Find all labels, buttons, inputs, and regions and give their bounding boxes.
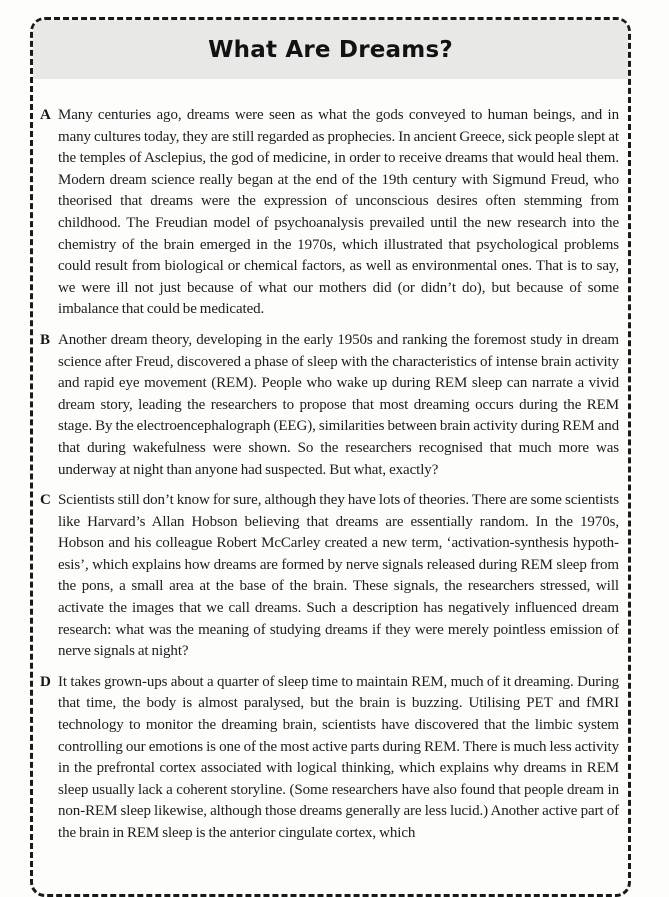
paragraph-d-label: D bbox=[40, 673, 51, 690]
paragraph-b-label: B bbox=[40, 331, 51, 348]
paragraph-c-text: Scientists still don’t know for sure, although they have lots of theories. There are some scientists like Harvard’s Allan Hobson believing that dreams are essentially random. In the 1970s, Hobson and his colleague Robert McCarley created a new term, ‘activation-synthesis hypothesis’, which explains how dreams are formed by nerve signals released during REM sleep from the pons, a small area at the base of the brain. These signals, the researchers stressed, will activate the images that we call dreams. Such a description has negatively influenced dream research: what was the meaning of studying dreams if they were merely pointless emission of nerve signals at night? bbox=[58, 492, 619, 660]
paragraph-a-label: A bbox=[40, 107, 51, 123]
paragraph-a-text: Many centuries ago, dreams were seen as what the gods conveyed to human beings, and in many cultures today, they are still regarded as prophecies. In ancient Greece, sick people slept at the temples of Asclepius, the god of medicine, in order to receive dreams that would heal them. Modern dream science really began at the end of the 19th century with Sigmund Freud, who theorised that dreams were the expression of unconscious desires often stemming from childhood. The Freudian model of psychoanalysis prevailed until the new research into the chemistry of the brain emerged in the 1970s, which illustrated that psychological problems could result from biological or chemical factors, as well as environmental ones. That is to say, we were ill not just because of what our mothers did (or didn’t do), but because of some imbalance that could be medicated. bbox=[58, 107, 619, 318]
paragraph-d-text: It takes grown-ups about a quarter of sleep time to maintain REM, much of it dreaming. During that time, the body is almost paralysed, but the brain is buzzing. Utilising PET and fMRI technology to monitor the dreaming brain, scientists have discovered that the limbic system controlling our emotions is one of the most active parts during REM. There is much less activity in the prefrontal cortex associated with logical thinking, which explains why dreams in REM sleep usually lack a coherent storyline. (Some researchers have also found that people dream in non-REM sleep likewise, although those dreams generally are less lucid.) Another active part of the brain in REM sleep is the anterior cingulate cortex, which bbox=[58, 673, 619, 841]
passage-card bbox=[30, 17, 631, 897]
paragraph-c bbox=[38, 490, 619, 663]
title-banner bbox=[33, 20, 628, 79]
paragraph-c-label: C bbox=[40, 492, 51, 509]
paragraph-d bbox=[38, 672, 619, 845]
paragraph-b-text: Another dream theory, developing in the early 1950s and ranking the foremost study in dream science after Freud, discovered a phase of sleep with the characteristics of intense brain activity and rapid eye movement (REM). People who wake up during REM sleep can narrate a vivid dream story, leading the researchers to propose that most dreaming occurs during the REM stage. By the electroencephalograph (EEG), similarities between brain activity during REM and that during wakefulness were shown. So the researchers recognised that much more was underway at night than anyone had suspected. But what, exactly? bbox=[58, 331, 619, 478]
paragraph-b bbox=[38, 330, 619, 481]
paragraph-a bbox=[38, 105, 619, 321]
page-title: What Are Dreams? bbox=[208, 36, 453, 63]
passage-content bbox=[33, 79, 628, 845]
